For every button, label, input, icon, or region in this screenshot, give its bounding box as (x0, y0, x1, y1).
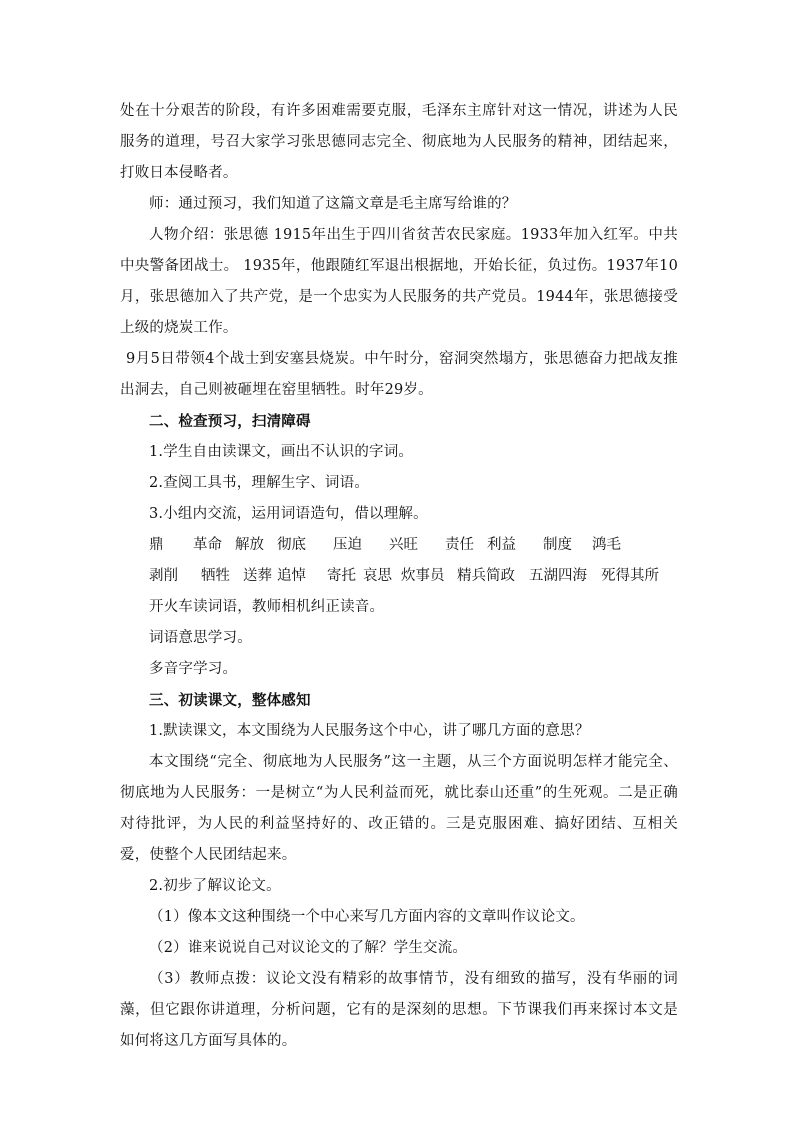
sub-item: （2）谁来说说自己对议论文的了解？学生交流。 (149, 940, 468, 956)
paragraph-word-meaning: 词语意思学习。 (149, 630, 252, 646)
paragraph-teacher-question: 师：通过预习，我们知道了这篇文章是毛主席写给谁的？ (149, 196, 517, 212)
paragraph-character-death: 9月5日带领4个战士到安塞县烧炭。中午时分，窑洞突然塌方，张思德奋力把战友推出洞去，自己则被砸埋在窑里牺牲。时年29岁。 (120, 351, 678, 398)
list-item: 3.小组内交流，运用词语造句，借以理解。 (149, 506, 428, 522)
vocab-word: 寄托 (327, 568, 356, 584)
vocab-word: 责任 (445, 537, 474, 553)
vocab-word: 哀思 (363, 568, 392, 584)
vocab-word: 制度 (543, 537, 572, 553)
paragraph-polyphone: 多音字学习。 (149, 661, 238, 677)
question-2: 2.初步了解议论文。 (149, 878, 281, 894)
vocab-row-1 (120, 530, 678, 561)
vocab-word: 精兵简政 (457, 568, 515, 584)
section-heading-first-reading: 三、初读课文，整体感知 (149, 692, 311, 709)
vocab-row-2 (120, 561, 678, 592)
vocab-word: 鸿毛 (592, 537, 621, 553)
vocab-word: 炊事员 (401, 568, 445, 584)
vocab-word: 送葬 (243, 568, 272, 584)
vocab-word: 剥削 (149, 568, 178, 584)
paragraph-character-intro: 人物介绍：张思德 1915年出生于四川省贫苦农民家庭。1933年加入红军。中共中央警备团战士。 1935年，他跟随红军退出根据地，开始长征，负过伤。1937年10月，张思德加入了共产党，是一个忠实为人民服务的共产党员。1944年，张思德接受上级的烧炭工作。 (120, 227, 678, 336)
list-item: 1.学生自由读课文，画出不认识的字词。 (149, 444, 414, 460)
vocab-word: 鼎 (149, 537, 164, 553)
paragraph-intro: 处在十分艰苦的阶段，有许多困难需要克服，毛泽东主席针对这一情况，讲述为人民服务的道理，号召大家学习张思德同志完全、彻底地为人民服务的精神，团结起来，打败日本侵略者。 (120, 103, 678, 181)
list-item: 2.查阅工具书，理解生字、词语。 (149, 475, 370, 491)
vocab-word: 死得其所 (601, 568, 659, 584)
vocab-word: 彻底 (277, 537, 306, 553)
vocab-word: 五湖四海 (529, 568, 587, 584)
vocab-word: 追悼 (277, 568, 306, 584)
sub-item: （1）像本文这种围绕一个中心来写几方面内容的文章叫作议论文。 (149, 909, 585, 925)
vocab-word: 利益 (487, 537, 516, 553)
section-heading-preview: 二、检查预习，扫清障碍 (149, 413, 311, 430)
sub-item: （3）教师点拨：议论文没有精彩的故事情节，没有细致的描写，没有华丽的词藻，但它跟你讲道理，分析问题，它有的是深刻的思想。下节课我们再来探讨本文是如何将这几方面写具体的。 (120, 971, 678, 1049)
vocab-word: 牺牲 (201, 568, 230, 584)
answer-1: 本文围绕“完全、彻底地为人民服务”这一主题，从三个方面说明怎样才能完全、彻底地为人民服务：一是树立“为人民利益而死，就比泰山还重”的生死观。二是正确对待批评，为人民的利益坚持好的、改正错的。三是克服困难、搞好团结、互相关爱，使整个人民团结起来。 (120, 754, 678, 863)
question-1: 1.默读课文，本文围绕为人民服务这个中心，讲了哪几方面的意思？ (149, 723, 590, 739)
vocab-word: 兴旺 (389, 537, 418, 553)
vocab-word: 解放 (235, 537, 264, 553)
vocab-word: 革命 (193, 537, 222, 553)
document-page (120, 96, 678, 1057)
paragraph-read-aloud: 开火车读词语，教师相机纠正读音。 (149, 599, 385, 615)
vocab-word: 压迫 (333, 537, 362, 553)
